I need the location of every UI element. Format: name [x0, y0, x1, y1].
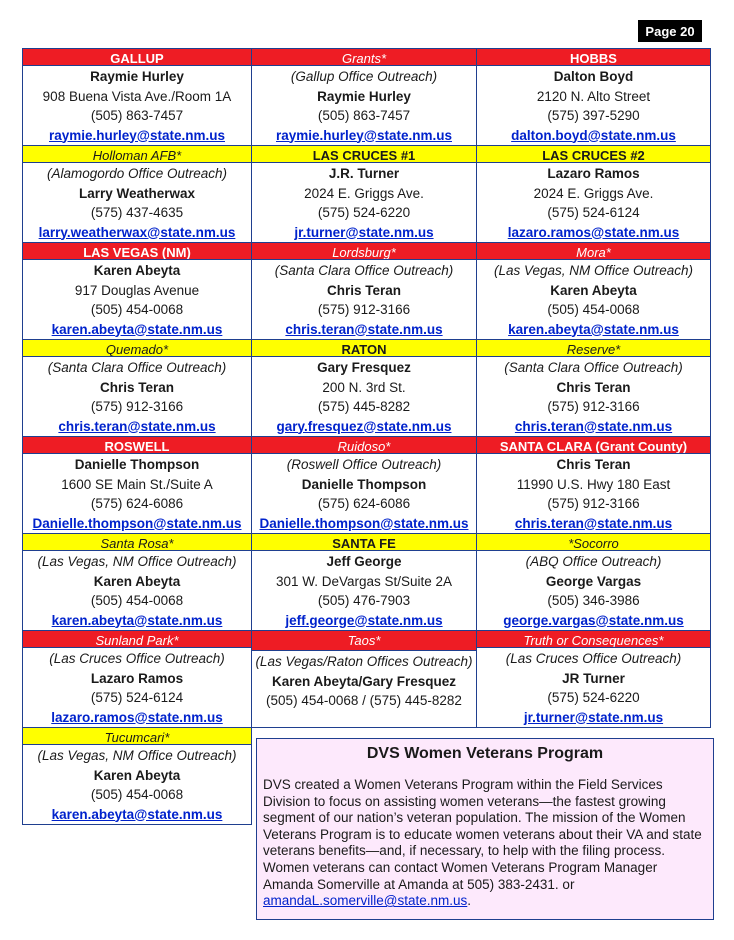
email-link[interactable]: karen.abeyta@state.nm.us — [51, 612, 223, 628]
office-details — [23, 745, 251, 824]
outreach-note: (Las Cruces Office Outreach) — [505, 651, 682, 666]
office-header: LAS CRUCES #2 — [477, 146, 710, 163]
women-veterans-program-box — [256, 738, 714, 920]
women-program-body — [263, 777, 707, 910]
office-cell — [251, 533, 477, 631]
outreach-note: (Gallup Office Outreach) — [290, 69, 438, 84]
email-link[interactable]: karen.abeyta@state.nm.us — [51, 806, 223, 822]
email-link[interactable]: chris.teran@state.nm.us — [514, 515, 673, 531]
office-cell — [22, 242, 252, 340]
contact-info: (505) 863-7457 — [90, 108, 184, 123]
contact-name: George Vargas — [545, 573, 642, 589]
email-link[interactable]: karen.abeyta@state.nm.us — [508, 321, 679, 337]
contact-name: JR Turner — [562, 670, 625, 686]
office-details — [23, 260, 251, 339]
contact-name: Raymie Hurley — [90, 69, 184, 84]
office-details — [252, 357, 476, 436]
contact-info: (575) 624-6086 — [317, 496, 411, 511]
contact-info: (575) 912-3166 — [90, 399, 184, 414]
office-cell — [476, 242, 711, 340]
page-number-badge: Page 20 — [638, 20, 702, 42]
office-cell — [251, 630, 477, 728]
office-details — [252, 651, 476, 727]
office-details — [477, 357, 710, 436]
contact-name: Danielle Thompson — [301, 476, 427, 492]
office-cell — [251, 436, 477, 534]
office-details — [252, 454, 476, 533]
email-link[interactable]: karen.abeyta@state.nm.us — [51, 321, 223, 337]
contact-name: Jeff George — [326, 554, 402, 569]
contact-info: (575) 524-6220 — [317, 205, 411, 220]
office-header: Mora* — [477, 243, 710, 260]
office-header: HOBBS — [477, 49, 710, 66]
office-header: LAS VEGAS (NM) — [23, 243, 251, 260]
office-details — [477, 260, 710, 339]
email-link[interactable]: raymie.hurley@state.nm.us — [49, 127, 225, 143]
office-cell — [251, 242, 477, 340]
office-header: Grants* — [252, 49, 476, 66]
office-details — [23, 163, 251, 242]
email-link[interactable]: larry.weatherwax@state.nm.us — [38, 224, 236, 240]
email-link[interactable]: jr.turner@state.nm.us — [294, 224, 434, 240]
office-header: ROSWELL — [23, 437, 251, 454]
office-header: Reserve* — [477, 340, 710, 357]
contact-info: 917 Douglas Avenue — [74, 282, 200, 298]
email-link[interactable]: chris.teran@state.nm.us — [514, 418, 673, 434]
office-header: Sunland Park* — [23, 631, 251, 648]
office-header: Quemado* — [23, 340, 251, 357]
contact-name: Karen Abeyta — [93, 767, 181, 783]
contact-info: (505) 454-0068 — [547, 302, 640, 317]
contact-name: Raymie Hurley — [317, 88, 411, 104]
contact-name: Chris Teran — [99, 379, 175, 395]
contact-info: (575) 624-6086 — [90, 496, 184, 511]
contact-info: (575) 912-3166 — [317, 302, 411, 317]
email-link[interactable]: jeff.george@state.nm.us — [285, 612, 443, 628]
contact-info: (505) 863-7457 — [317, 108, 411, 123]
contact-name: Karen Abeyta/Gary Fresquez — [271, 673, 457, 689]
office-details — [477, 551, 710, 630]
office-cell — [476, 48, 711, 146]
contact-info: (575) 912-3166 — [547, 399, 640, 414]
contact-name: J.R. Turner — [328, 166, 400, 181]
contact-info: (575) 524-6124 — [90, 690, 184, 705]
office-header: Truth or Consequences* — [477, 631, 710, 648]
office-cell — [22, 145, 252, 243]
contact-name: Chris Teran — [556, 457, 631, 472]
contact-name: Lazaro Ramos — [547, 166, 640, 181]
email-link[interactable]: chris.teran@state.nm.us — [58, 418, 216, 434]
office-cell — [22, 533, 252, 631]
office-cell — [22, 630, 252, 728]
contact-name: Gary Fresquez — [317, 360, 411, 375]
outreach-note: (Las Vegas, NM Office Outreach) — [493, 263, 694, 278]
office-details — [23, 648, 251, 727]
contact-name: Larry Weatherwax — [78, 185, 196, 201]
outreach-note: (Las Cruces Office Outreach) — [49, 651, 225, 666]
contact-info: (505) 454-0068 / (575) 445-8282 — [266, 693, 462, 708]
email-link[interactable]: Danielle.thompson@state.nm.us — [259, 515, 469, 531]
contact-name: Danielle Thompson — [74, 457, 200, 472]
contact-info: (505) 454-0068 — [90, 593, 184, 608]
office-header: RATON — [252, 340, 476, 357]
office-cell — [22, 436, 252, 534]
outreach-note: (Santa Clara Office Outreach) — [47, 360, 227, 375]
contact-info: 2024 E. Griggs Ave. — [304, 185, 424, 201]
office-header: GALLUP — [23, 49, 251, 66]
contact-name: Chris Teran — [326, 282, 402, 298]
email-link[interactable]: dalton.boyd@state.nm.us — [511, 127, 676, 143]
office-cell — [251, 48, 477, 146]
contact-info: (575) 437-4635 — [90, 205, 184, 220]
contact-info: 200 N. 3rd St. — [322, 379, 406, 395]
office-cell — [476, 436, 711, 534]
contact-info: 1600 SE Main St./Suite A — [61, 476, 213, 492]
office-details — [252, 260, 476, 339]
office-header: Ruidoso* — [252, 437, 476, 454]
office-cell — [22, 48, 252, 146]
office-details — [23, 551, 251, 630]
email-link[interactable]: jr.turner@state.nm.us — [523, 709, 664, 725]
office-cell — [476, 145, 711, 243]
office-details — [477, 454, 710, 533]
contact-info: (575) 445-8282 — [317, 399, 411, 414]
contact-info: 908 Buena Vista Ave./Room 1A — [42, 88, 232, 104]
office-cell — [22, 727, 252, 825]
office-header: LAS CRUCES #1 — [252, 146, 476, 163]
office-details — [252, 551, 476, 630]
office-details — [252, 163, 476, 242]
contact-name: Dalton Boyd — [553, 69, 634, 84]
women-program-tail: . — [467, 893, 472, 909]
outreach-note: (ABQ Office Outreach) — [525, 554, 662, 569]
contact-info: (505) 454-0068 — [90, 302, 184, 317]
office-cell — [251, 339, 477, 437]
office-details — [23, 357, 251, 436]
office-header: Lordsburg* — [252, 243, 476, 260]
email-link[interactable]: lazaro.ramos@state.nm.us — [507, 224, 680, 240]
office-directory-grid — [22, 48, 710, 824]
office-details — [477, 163, 710, 242]
contact-info: (505) 476-7903 — [317, 593, 411, 608]
email-link[interactable]: raymie.hurley@state.nm.us — [276, 127, 452, 143]
contact-info: 2024 E. Griggs Ave. — [533, 185, 654, 201]
office-header: Holloman AFB* — [23, 146, 251, 163]
contact-info: (575) 524-6220 — [547, 690, 640, 705]
office-header: Taos* — [252, 631, 476, 651]
office-cell — [251, 145, 477, 243]
women-program-email-link[interactable]: amandaL.somerville@state.nm.us — [263, 893, 468, 909]
email-link[interactable]: gary.fresquez@state.nm.us — [276, 418, 452, 434]
contact-info: (575) 912-3166 — [547, 496, 640, 511]
outreach-note: (Alamogordo Office Outreach) — [46, 166, 228, 181]
contact-info: 301 W. DeVargas St/Suite 2A — [275, 573, 453, 589]
office-header: SANTA FE — [252, 534, 476, 551]
office-header: Tucumcari* — [23, 728, 251, 745]
office-header: SANTA CLARA (Grant County) — [477, 437, 710, 454]
contact-info: 2120 N. Alto Street — [536, 88, 651, 104]
contact-name: Karen Abeyta — [93, 263, 181, 278]
contact-info: (505) 454-0068 — [90, 787, 184, 802]
office-cell — [476, 339, 711, 437]
contact-name: Chris Teran — [556, 379, 631, 395]
contact-name: Karen Abeyta — [93, 573, 181, 589]
email-link[interactable]: george.vargas@state.nm.us — [503, 612, 684, 628]
contact-info: (575) 524-6124 — [547, 205, 640, 220]
office-details — [252, 66, 476, 145]
office-cell — [476, 630, 711, 728]
email-link[interactable]: lazaro.ramos@state.nm.us — [51, 709, 223, 725]
women-program-title: DVS Women Veterans Program — [366, 745, 604, 762]
office-details — [23, 66, 251, 145]
office-cell — [476, 533, 711, 631]
outreach-note: (Las Vegas, NM Office Outreach) — [37, 554, 237, 569]
contact-info: (575) 397-5290 — [547, 108, 640, 123]
women-program-text: DVS created a Women Veterans Program within the Field Services Division to focus on assisting women veterans—the fastest growing segment of our nation’s veteran population. The mission of the Women Veterans Program is to educate women veterans about their VA and state veterans benefits—and, if necessary, to help with the filing process. Women veterans can contact Women Veterans Program Manager Amanda Somerville at Amanda at 505) 383-2431. or — [263, 777, 702, 892]
email-link[interactable]: chris.teran@state.nm.us — [285, 321, 443, 337]
contact-info: 11990 U.S. Hwy 180 East — [516, 476, 671, 492]
office-header: Santa Rosa* — [23, 534, 251, 551]
email-link[interactable]: Danielle.thompson@state.nm.us — [32, 515, 242, 531]
outreach-note: (Santa Clara Office Outreach) — [504, 360, 683, 375]
office-header: *Socorro — [477, 534, 710, 551]
outreach-note: (Santa Clara Office Outreach) — [274, 263, 454, 278]
outreach-note: (Roswell Office Outreach) — [286, 457, 442, 472]
contact-name: Karen Abeyta — [550, 282, 637, 298]
contact-info: (505) 346-3986 — [547, 593, 640, 608]
outreach-note: (Las Vegas, NM Office Outreach) — [37, 748, 237, 763]
contact-name: Lazaro Ramos — [90, 670, 184, 686]
office-details — [23, 454, 251, 533]
outreach-note: (Las Vegas/Raton Offices Outreach) — [255, 654, 473, 669]
office-details — [477, 648, 710, 727]
office-cell — [22, 339, 252, 437]
office-details — [477, 66, 710, 145]
